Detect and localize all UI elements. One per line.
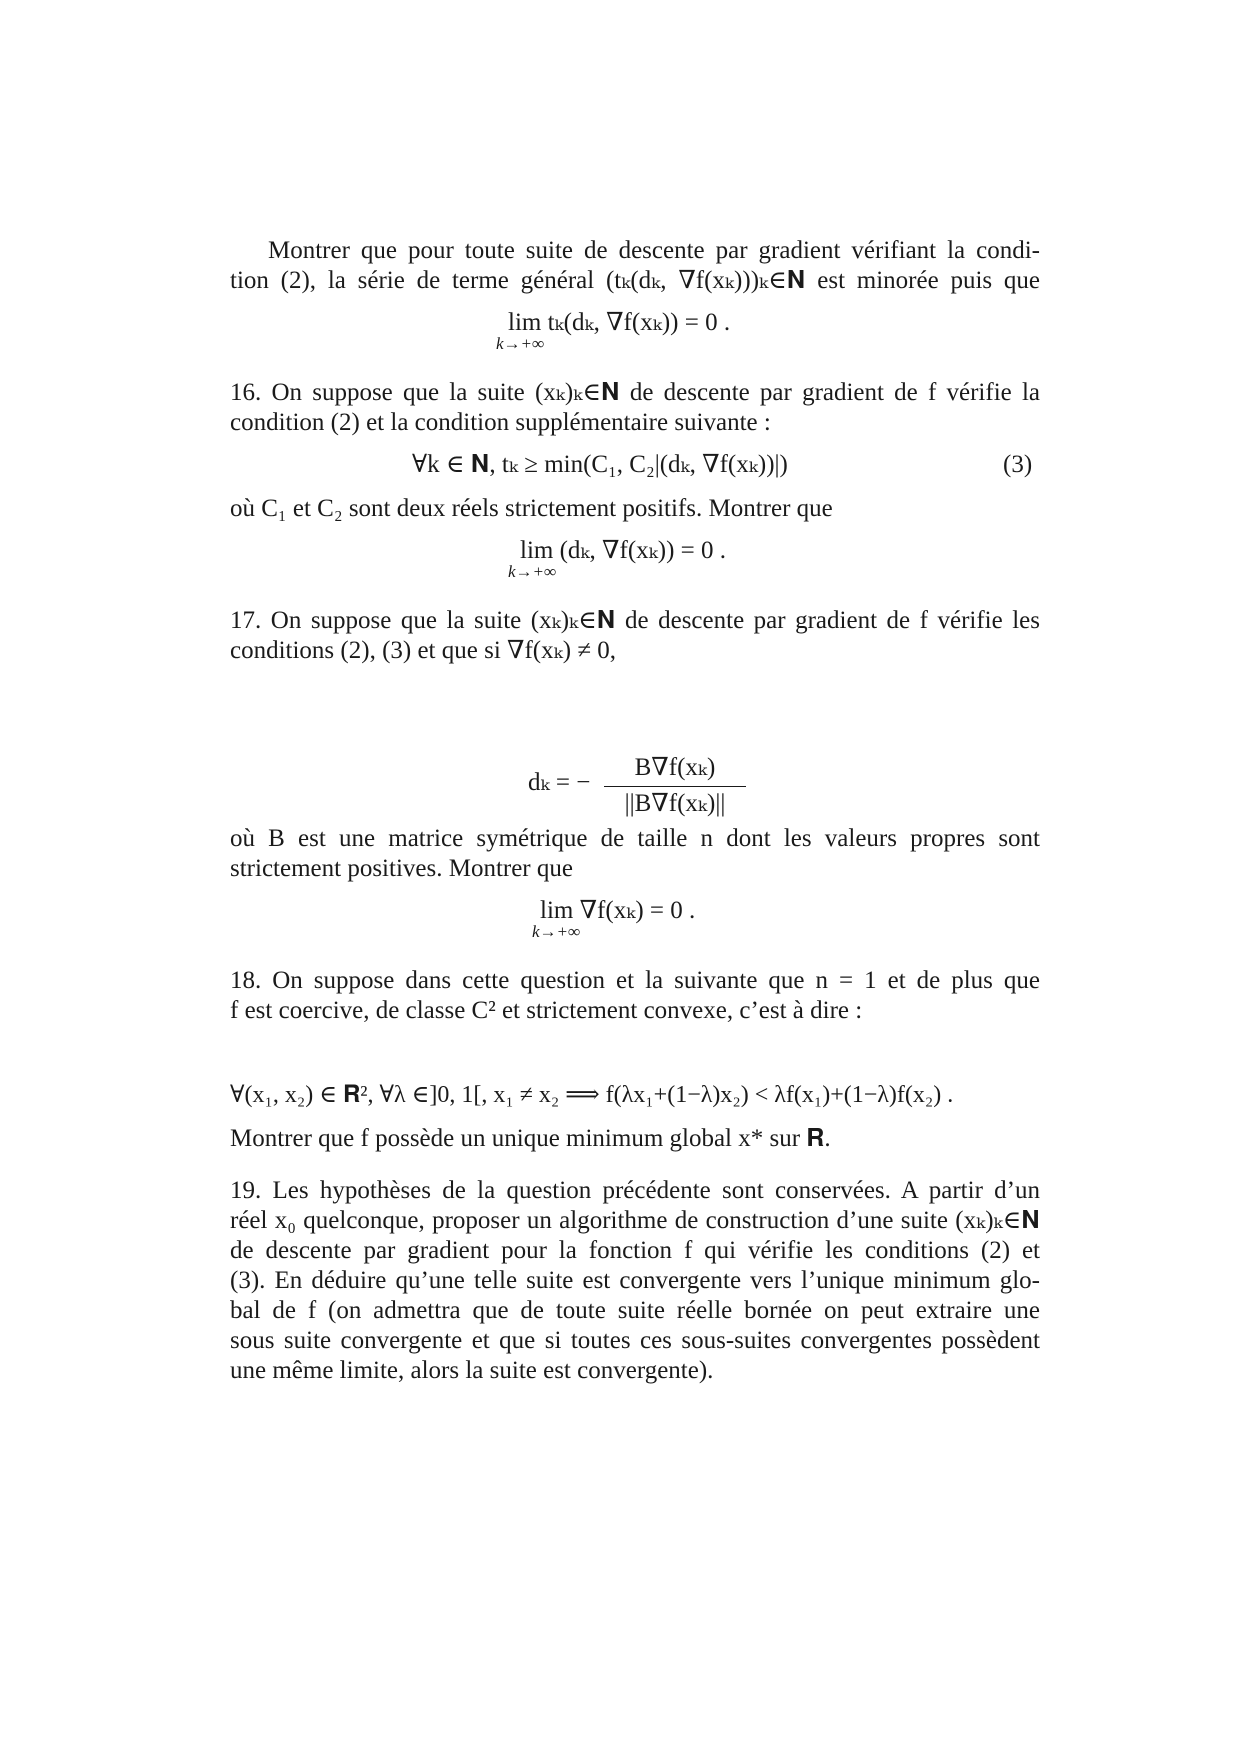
q15-line-2: tion (2), la série de terme général (tₖ(dₖ, ∇f(xₖ)))ₖ∈𝐍 est minorée puis que [230,267,1040,294]
q19-line-2: réel x₀ quelconque, proposer un algorithme de construction d’une suite (xₖ)ₖ∈𝐍 [230,1207,1040,1234]
q19-line-3: de descente par gradient pour la fonction f qui vérifie les conditions (2) et [230,1237,1040,1264]
q18-line-2: f est coercive, de classe C² et strictement convexe, c’est à dire : [230,997,863,1024]
q16-limit-subscript: k→+∞ [508,562,557,581]
q16-limit-equation: lim (dₖ, ∇f(xₖ)) = 0 . [520,537,727,564]
q19-line-4: (3). En déduire qu’une telle suite est convergente vers l’unique minimum glo- [230,1267,1040,1294]
q18-line-1: 18. On suppose dans cette question et la suivante que n = 1 et de plus que [230,967,1040,994]
q15-line-1: Montrer que pour toute suite de descente par gradient vérifiant la condi- [268,237,1040,264]
q17-fraction-numerator: B∇f(xₖ) [634,754,716,781]
q17-line-4: strictement positives. Montrer que [230,855,573,882]
q17-direction-lhs: dₖ = − [528,769,591,796]
q15-limit-subscript: k→+∞ [496,334,545,353]
q16-line-1: 16. On suppose que la suite (xₖ)ₖ∈𝐍 de descente par gradient de f vérifie la [230,379,1040,406]
q17-fraction-denominator: ||B∇f(xₖ)|| [624,790,726,817]
q16-equation-label: (3) [1003,451,1033,478]
q17-line-1: 17. On suppose que la suite (xₖ)ₖ∈𝐍 de descente par gradient de f vérifie les [230,607,1040,634]
q19-line-7: une même limite, alors la suite est convergente). [230,1357,714,1384]
q19-line-1: 19. Les hypothèses de la question précédente sont conservées. A partir d’un [230,1177,1040,1204]
q18-strict-convexity-equation: ∀(x₁, x₂) ∈ 𝐑², ∀λ ∈]0, 1[, x₁ ≠ x₂ ⟹ f(λx₁+(1−λ)x₂) < λf(x₁)+(1−λ)f(x₂) . [230,1082,954,1108]
q17-line-2: conditions (2), (3) et que si ∇f(xₖ) ≠ 0, [230,637,617,664]
q17-fraction-bar [604,786,746,787]
q16-condition-3-equation: ∀k ∈ 𝐍, tₖ ≥ min(C₁, C₂|(dₖ, ∇f(xₖ))|) [412,451,788,478]
q17-line-3: où B est une matrice symétrique de taille n dont les valeurs propres sont [230,825,1040,852]
q19-line-5: bal de f (on admettra que de toute suite réelle bornée on peut extraire une [230,1297,1040,1324]
q19-line-6: sous suite convergente et que si toutes ces sous-suites convergentes possèdent [230,1327,1040,1354]
q16-line-2: condition (2) et la condition supplémentaire suivante : [230,409,771,436]
q17-limit-equation: lim ∇f(xₖ) = 0 . [540,897,696,924]
q18-line-3: Montrer que f possède un unique minimum global x* sur 𝐑. [230,1125,831,1152]
q16-line-3: où C₁ et C₂ sont deux réels strictement positifs. Montrer que [230,495,833,522]
q17-limit-subscript: k→+∞ [532,922,581,941]
q15-limit-equation: lim tₖ(dₖ, ∇f(xₖ)) = 0 . [508,309,731,336]
